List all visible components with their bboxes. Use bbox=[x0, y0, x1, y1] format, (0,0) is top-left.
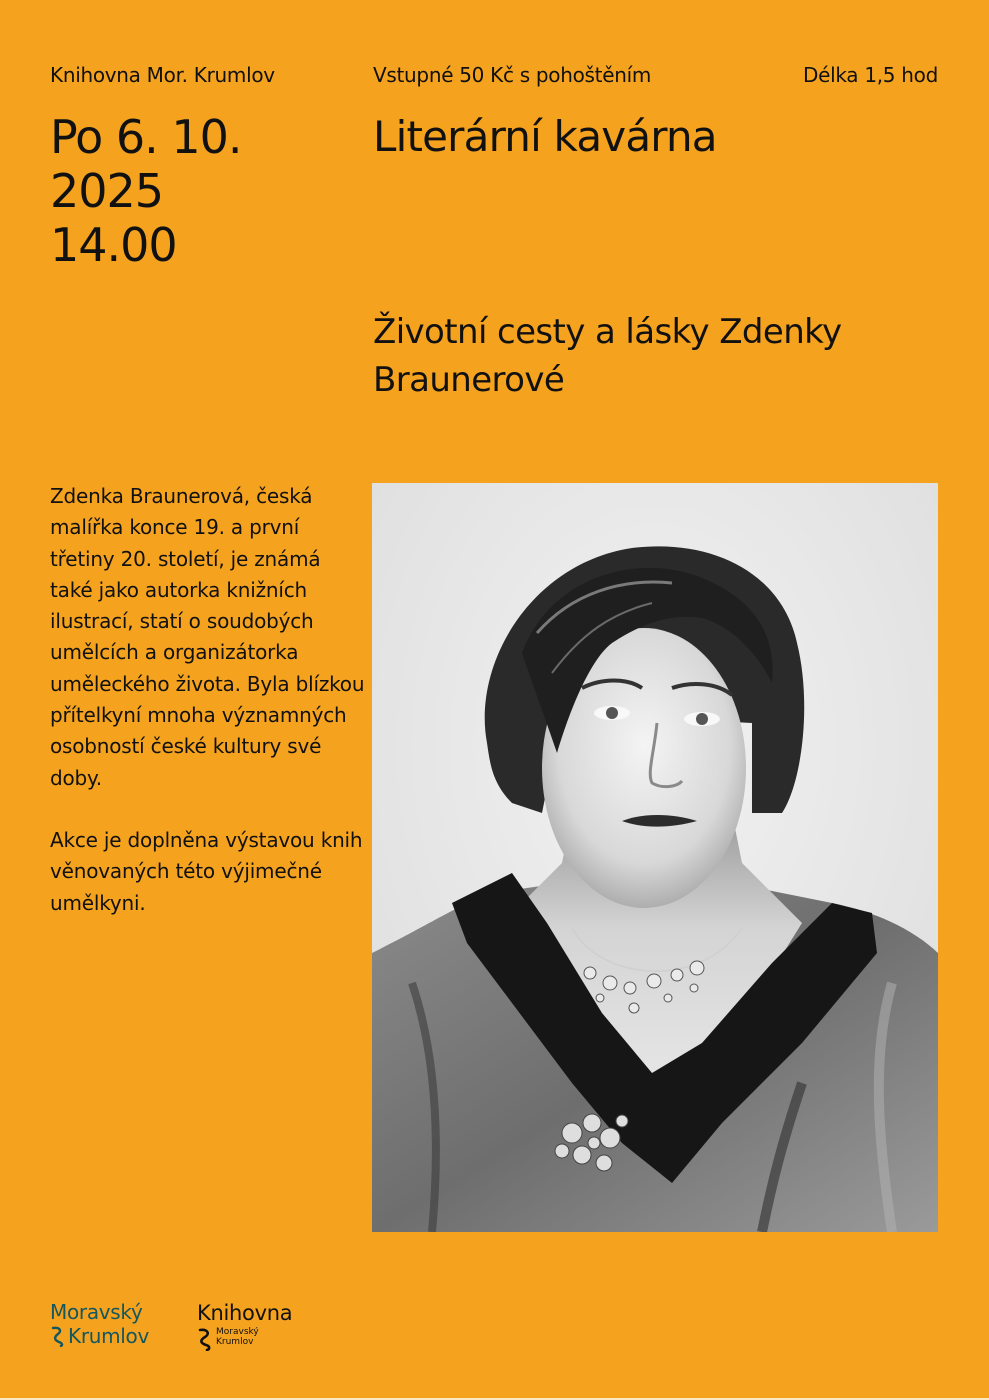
logo-library-title: Knihovna bbox=[197, 1301, 293, 1325]
event-title: Literární kavárna bbox=[373, 112, 717, 161]
description-paragraph: Akce je doplněna výstavou knih věnovaných této výjimečné umělkyni. bbox=[50, 827, 363, 915]
logo-moravsky-krumlov bbox=[50, 1300, 149, 1348]
logo-town-line2: Krumlov bbox=[68, 1324, 150, 1348]
header-price: Vstupné 50 Kč s pohoštěním bbox=[373, 63, 652, 87]
event-year: 2025 bbox=[50, 164, 164, 218]
event-subtitle: Životní cesty a lásky Zdenky Braunerové bbox=[373, 312, 842, 400]
portrait-illustration bbox=[372, 483, 938, 1232]
logo-knihovna bbox=[197, 1300, 292, 1351]
logo-library-sub1: Moravský bbox=[216, 1327, 259, 1337]
event-date: Po 6. 10. bbox=[50, 110, 242, 164]
description-paragraph: Zdenka Braunerová, česká malířka konce 19. a první třetiny 20. století, je známá také jako autorka knižních ilustrací, statí o soudobých umělcích a organizátorka uměleckého života. Byla blízkou přítelkyní mnoha významných osobností české kultury své doby. bbox=[50, 484, 365, 790]
river-squiggle-icon bbox=[197, 1327, 213, 1351]
logo-library-sub2: Krumlov bbox=[216, 1337, 254, 1347]
portrait-photo bbox=[372, 483, 938, 1232]
river-squiggle-icon bbox=[50, 1325, 66, 1347]
event-description bbox=[50, 481, 365, 950]
logo-town-line1: Moravský bbox=[50, 1300, 143, 1324]
event-datetime bbox=[50, 110, 242, 272]
event-time: 14.00 bbox=[50, 218, 177, 272]
header-venue: Knihovna Mor. Krumlov bbox=[50, 63, 275, 87]
header-duration: Délka 1,5 hod bbox=[803, 63, 938, 87]
